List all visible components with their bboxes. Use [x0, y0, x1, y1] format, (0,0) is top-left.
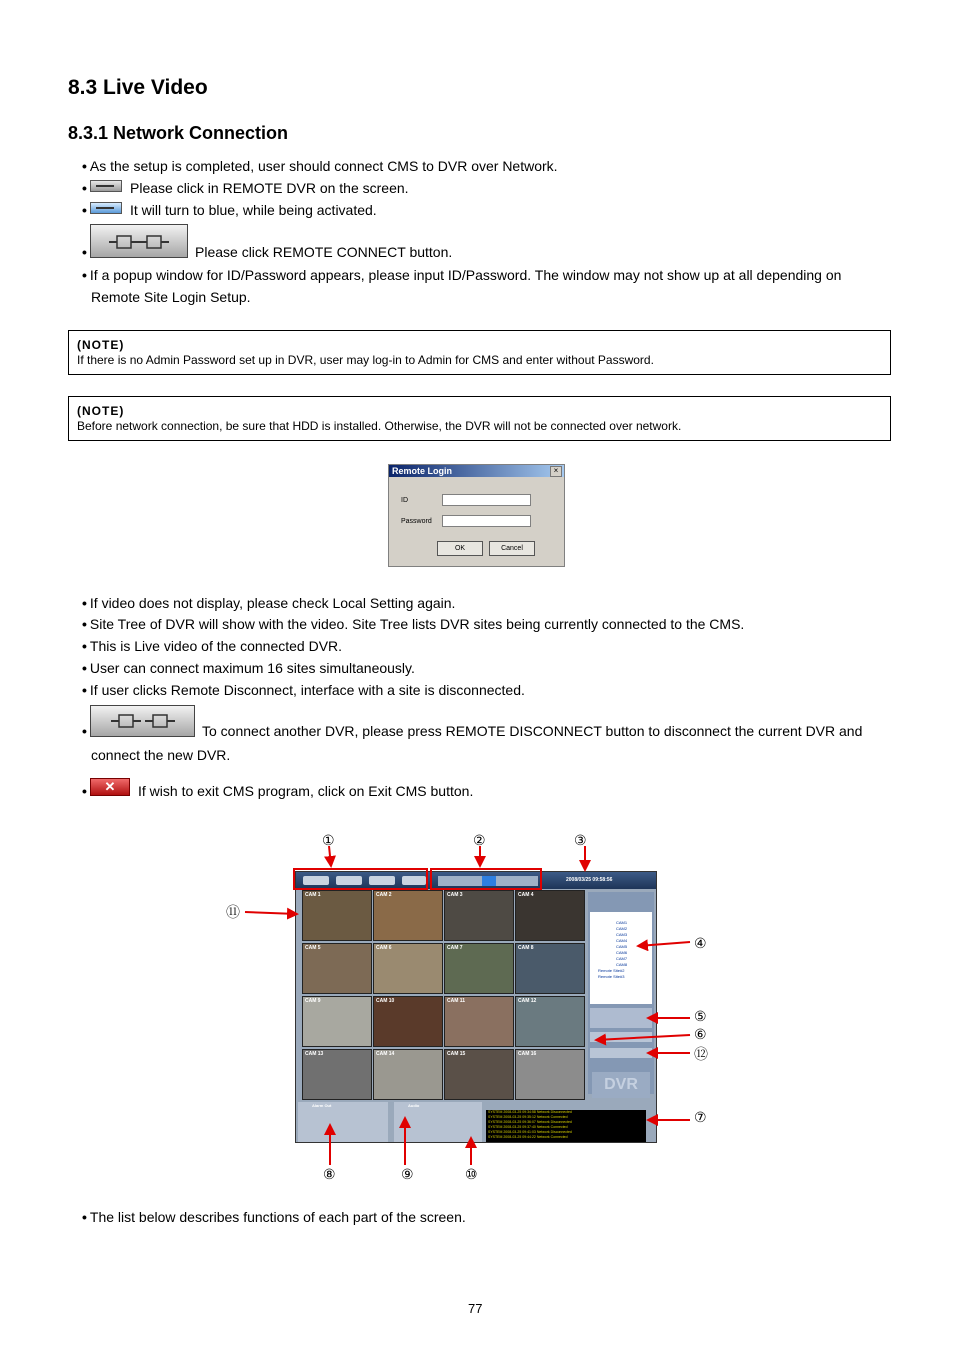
- callout-6: ⑥: [694, 1026, 707, 1042]
- callout-5: ⑤: [694, 1008, 707, 1024]
- note-body: If there is no Admin Password set up in DVR, user may log-in to Admin for CMS and enter without Password.: [77, 353, 654, 367]
- callout-1: ①: [322, 832, 335, 848]
- bullet-item: •: [82, 783, 87, 799]
- alarm-label: Alarm Out: [312, 1103, 332, 1108]
- camera-label: CAM 3: [447, 892, 463, 898]
- log-line: SYSTEM 2008-03-25 09:41:03 Network Disconnected: [488, 1130, 572, 1134]
- dialog-title: Remote Login: [389, 465, 564, 477]
- camera-label: CAM 8: [518, 945, 534, 951]
- audio-label: Audio: [408, 1103, 420, 1108]
- bullet-item: • If a popup window for ID/Password appears, please input ID/Password. The window may not show up at all depending on: [82, 267, 842, 283]
- section-title: 8.3 Live Video: [68, 76, 208, 99]
- camera-label: CAM 12: [518, 998, 537, 1004]
- camera-label: CAM 7: [447, 945, 463, 951]
- callout-3: ③: [574, 832, 587, 848]
- bullet-item: • This is Live video of the connected DVR.: [82, 638, 343, 654]
- bullet-item: • If user clicks Remote Disconnect, interface with a site is disconnected.: [82, 682, 525, 698]
- tree-item[interactable]: CAM2: [616, 926, 628, 931]
- callout-9: ⑨: [401, 1166, 414, 1182]
- subsection-title: 8.3.1 Network Connection: [68, 123, 289, 143]
- bullet-item: •: [82, 202, 87, 218]
- callout-12: ⑫: [694, 1046, 708, 1062]
- tree-item[interactable]: Remote Site#3: [598, 974, 625, 979]
- note-heading: (NOTE): [77, 404, 125, 418]
- bullet-item: •: [82, 244, 87, 260]
- note-heading: (NOTE): [77, 338, 125, 352]
- camera-label: CAM 2: [376, 892, 392, 898]
- callout-8: ⑧: [323, 1166, 336, 1182]
- bullet-continuation: connect the new DVR.: [91, 747, 231, 763]
- log-line: SYSTEM 2008-03-25 09:44:22 Network Connected: [488, 1135, 568, 1139]
- camera-label: CAM 13: [305, 1051, 324, 1057]
- log-line: SYSTEM 2008-03-25 09:34:58 Network Disconnected: [488, 1110, 572, 1114]
- cancel-button[interactable]: Cancel: [489, 541, 535, 556]
- tree-item[interactable]: CAM4: [616, 938, 628, 943]
- tree-item[interactable]: CAM3: [616, 932, 628, 937]
- bullet-item: • The list below describes functions of each part of the screen.: [82, 1209, 466, 1225]
- bullet-item: • If video does not display, please check Local Setting again.: [82, 595, 456, 611]
- tree-item[interactable]: CAM1: [616, 920, 628, 925]
- tree-item[interactable]: Remote Site#2: [598, 968, 625, 973]
- camera-label: CAM 16: [518, 1051, 537, 1057]
- camera-label: CAM 15: [447, 1051, 466, 1057]
- log-line: SYSTEM 2008-03-25 09:37:40 Network Connected: [488, 1125, 568, 1129]
- camera-label: CAM 14: [376, 1051, 395, 1057]
- log-line: SYSTEM 2008-03-25 09:35:12 Network Connected: [488, 1115, 568, 1119]
- id-label: ID: [401, 497, 408, 504]
- bullet-text: Please click in REMOTE DVR on the screen.: [130, 180, 409, 196]
- bullet-item: • User can connect maximum 16 sites simultaneously.: [82, 660, 415, 676]
- bullet-item: • As the setup is completed, user should connect CMS to DVR over Network.: [82, 158, 558, 174]
- bullet-text: If wish to exit CMS program, click on Exit CMS button.: [138, 783, 474, 799]
- ok-button[interactable]: OK: [437, 541, 483, 556]
- camera-label: CAM 6: [376, 945, 392, 951]
- tree-item[interactable]: CAM8: [616, 962, 628, 967]
- note-body: Before network connection, be sure that HDD is installed. Otherwise, the DVR will not be connected over network.: [77, 419, 682, 433]
- bullet-text: Please click REMOTE CONNECT button.: [195, 244, 453, 260]
- tree-item[interactable]: CAM6: [616, 950, 628, 955]
- callout-4: ④: [694, 935, 707, 951]
- tree-item[interactable]: CAM5: [616, 944, 628, 949]
- close-icon[interactable]: ×: [550, 466, 562, 477]
- bullet-text: It will turn to blue, while being activated.: [130, 202, 377, 218]
- callout-10: ⑩: [465, 1166, 478, 1182]
- camera-label: CAM 5: [305, 945, 321, 951]
- password-label: Password: [401, 518, 432, 525]
- camera-label: CAM 4: [518, 892, 534, 898]
- cms-clock: 2008/03/25 09:58:56: [566, 877, 613, 883]
- camera-label: CAM 10: [376, 998, 395, 1004]
- callout-7: ⑦: [694, 1109, 707, 1125]
- callout-2: ②: [473, 832, 486, 848]
- camera-label: CAM 9: [305, 998, 321, 1004]
- tree-item[interactable]: CAM7: [616, 956, 628, 961]
- callout-11: ⑪: [226, 904, 240, 920]
- bullet-continuation: Remote Site Login Setup.: [91, 289, 251, 305]
- camera-label: CAM 1: [305, 892, 321, 898]
- bullet-item: •: [82, 180, 87, 196]
- page-number: 77: [468, 1301, 483, 1316]
- bullet-item: •: [82, 723, 87, 739]
- log-line: SYSTEM 2008-03-25 09:36:07 Network Disconnected: [488, 1120, 572, 1124]
- camera-label: CAM 11: [447, 998, 466, 1004]
- cms-logo: DVR: [592, 1072, 650, 1098]
- exit-icon: ✕: [90, 778, 130, 796]
- bullet-item: • Site Tree of DVR will show with the video. Site Tree lists DVR sites being currently connected to the CMS.: [82, 616, 745, 632]
- bullet-text: To connect another DVR, please press REMOTE DISCONNECT button to disconnect the current DVR and: [202, 723, 863, 739]
